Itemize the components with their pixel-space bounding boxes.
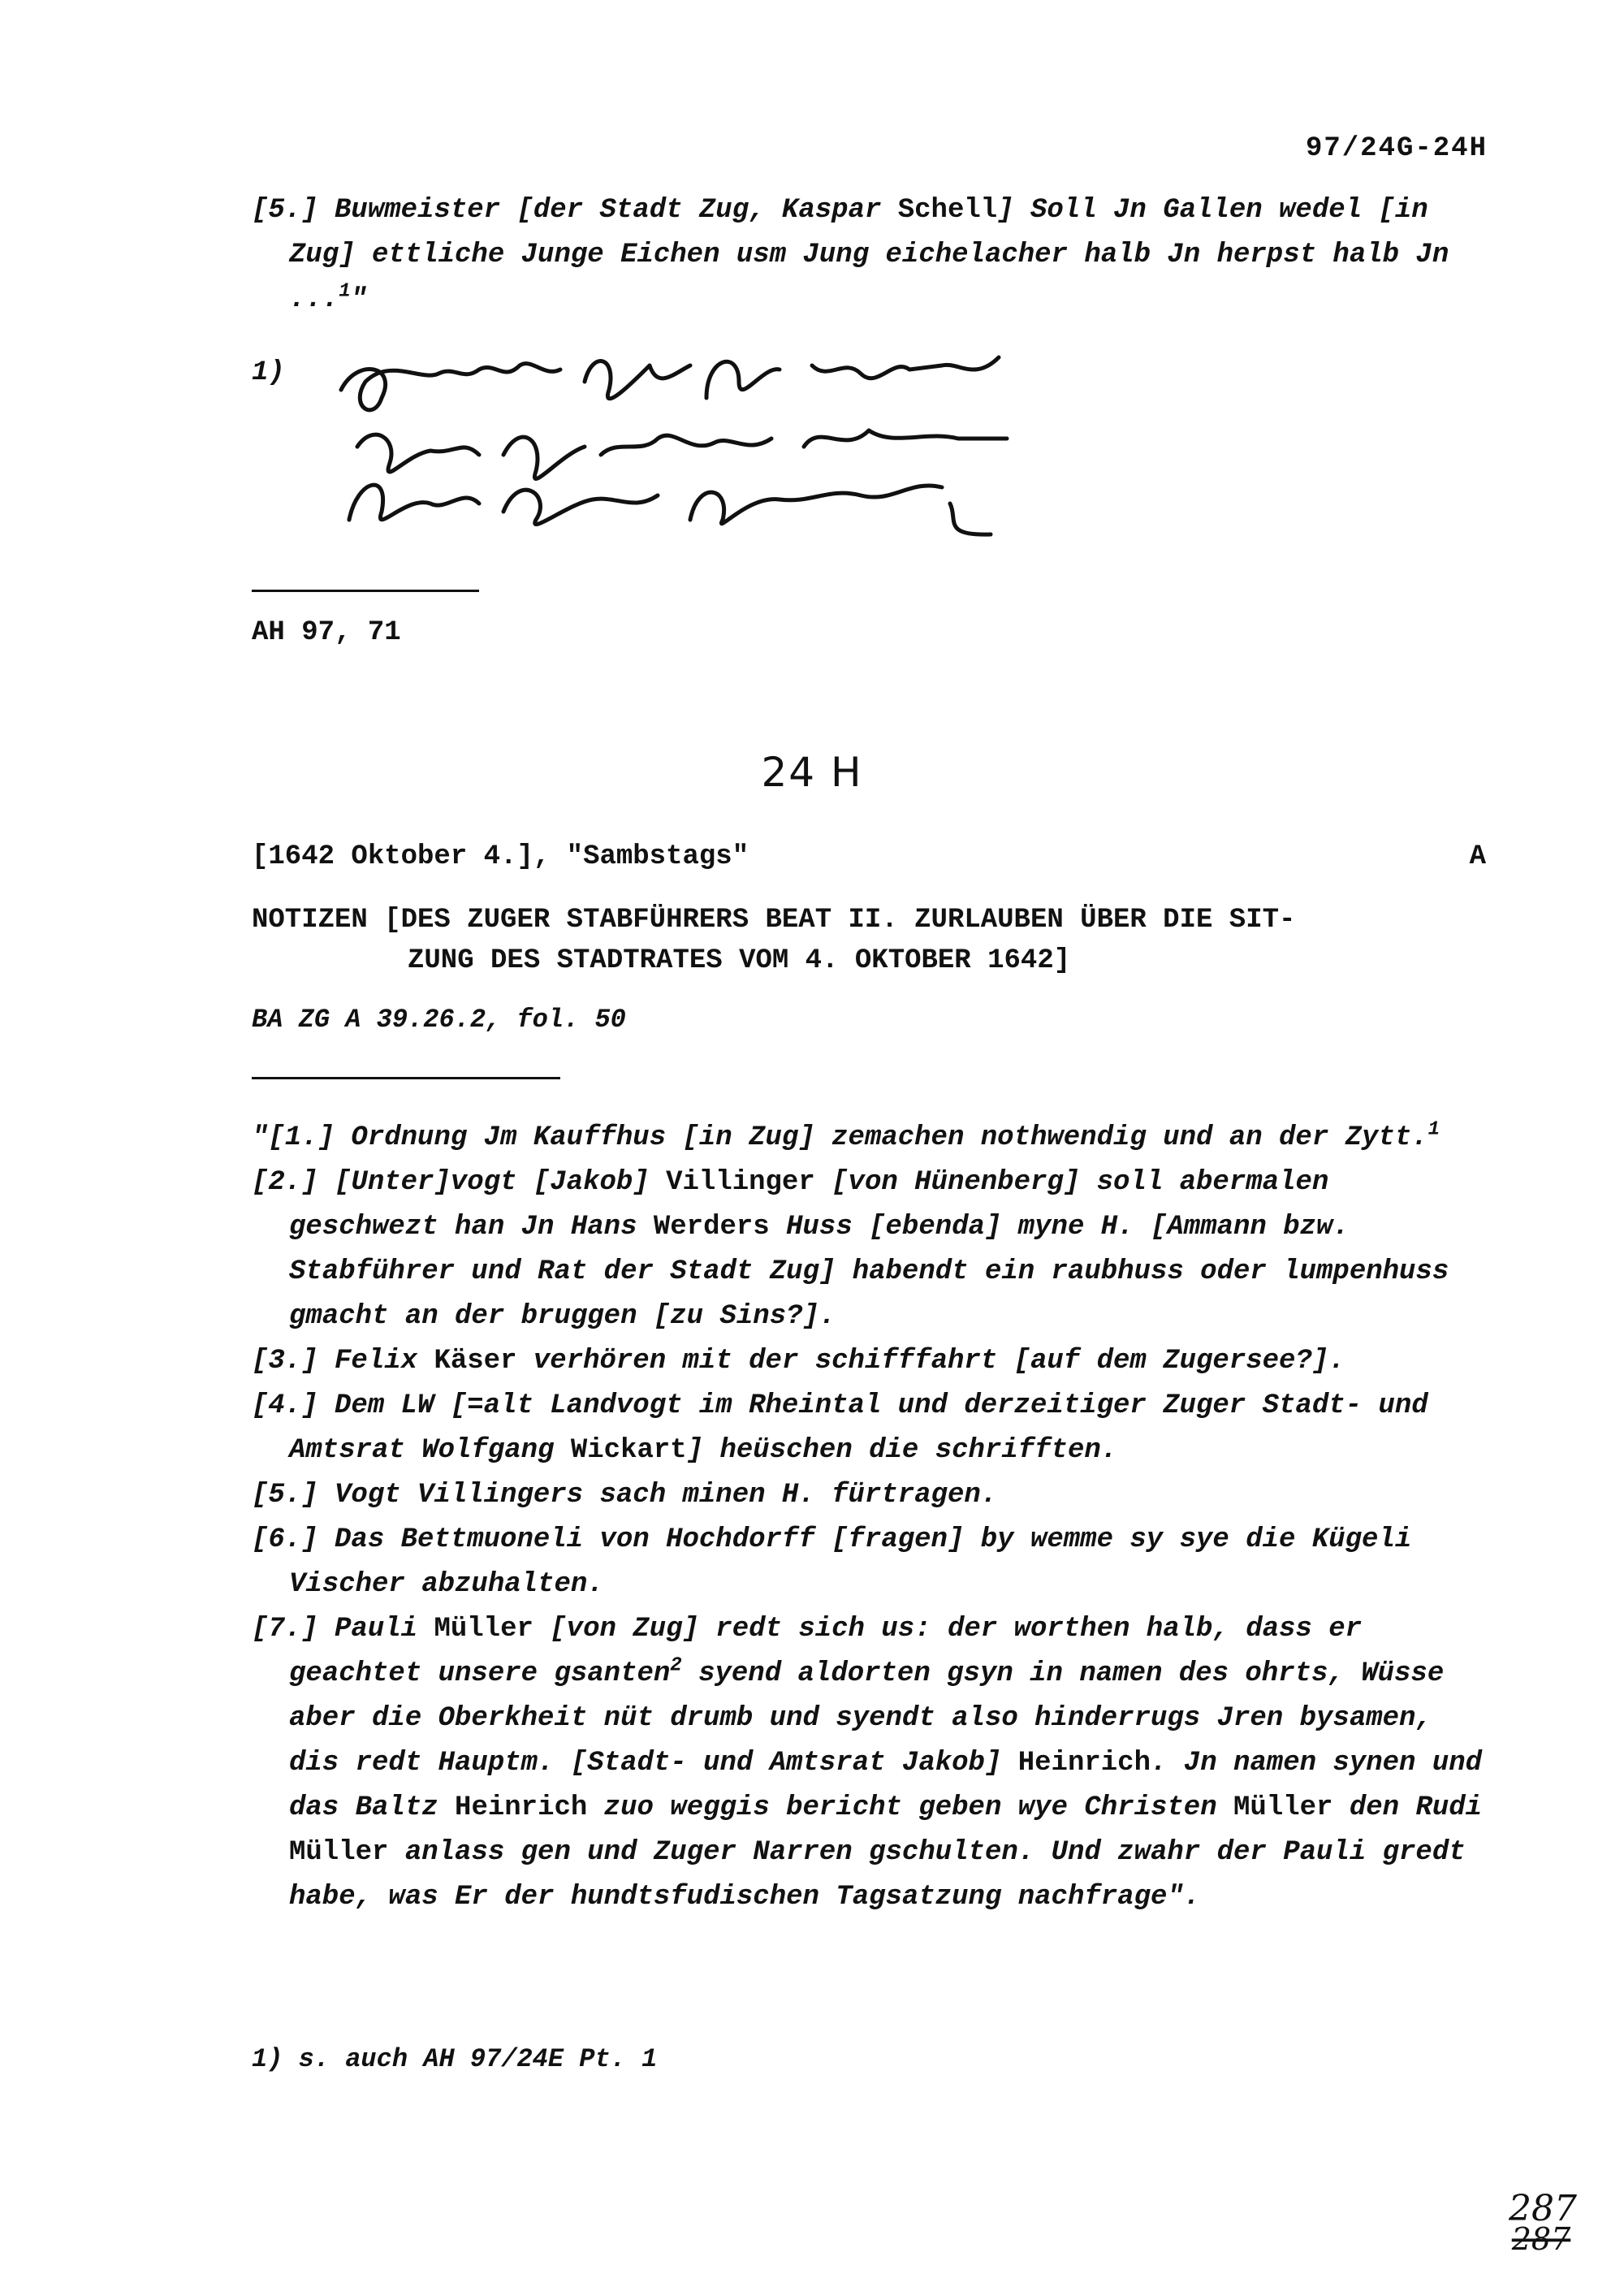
previous-entry (252, 188, 1494, 322)
previous-entry-footnote-ref: 1 (339, 280, 351, 303)
note-item (252, 1339, 1494, 1384)
note-text: [Unter]vogt [Jakob] (317, 1167, 667, 1198)
notes-list (252, 1116, 1494, 1920)
separator-rule (252, 590, 479, 592)
handwritten-page-number (1494, 2181, 1592, 2255)
note-item (252, 1518, 1494, 1607)
page-number-old: 287 (1511, 2221, 1571, 2255)
document-title-line1: NOTIZEN [DES ZUGER STABFÜHRERS BEAT II. ZURLAUBEN ÜBER DIE SIT- (252, 905, 1296, 936)
note-text: Ordnung Jm Kauffhus [in Zug] zemachen nothwendig und an der Zytt. (335, 1122, 1428, 1153)
note-item (252, 1116, 1494, 1161)
person-name: Werders (653, 1212, 770, 1243)
note-text: [von Zug] redt sich us: der worthen halb, dass er geachtet unsere gsanten (289, 1614, 1363, 1689)
copy-type: A (1469, 841, 1486, 872)
note-text: Dem LW [=alt Landvogt im Rheintal und derzeitiger Zuger Stadt- und Amtsrat Wolfgang (289, 1390, 1428, 1466)
footnote-ref: 1 (1427, 1118, 1440, 1141)
note-item (252, 1384, 1494, 1473)
previous-entry-quote: " (350, 284, 368, 315)
document-title (252, 900, 1486, 981)
note-number: [3.] (252, 1346, 318, 1377)
note-number: [5.] (252, 1480, 318, 1511)
person-name: Müller (434, 1614, 533, 1645)
note-text: syend aldorten gsyn in namen des ohrts, Wüsse aber die Oberkheit nüt drumb und syendt also hinderrugs Jren bysamen, dis redt Hauptm. [Stadt- und Amtsrat Jakob] (289, 1658, 1445, 1779)
separator-rule-2 (252, 1077, 560, 1079)
document-title-line2: ZUNG DES STADTRATES VOM 4. OKTOBER 1642] (408, 945, 1071, 976)
person-name: Wickart (570, 1435, 687, 1466)
previous-entry-text (252, 188, 1494, 322)
note-item (252, 1607, 1494, 1920)
note-item (252, 1473, 1494, 1518)
note-text: [von Hünenberg] soll abermalen geschwezt han Jn Hans (289, 1167, 1329, 1243)
note-text: . Jn namen synen und das Baltz (289, 1748, 1483, 1823)
person-name: Müller (1233, 1792, 1333, 1823)
handwritten-facsimile (325, 333, 1072, 544)
archive-reference: BA ZG A 39.26.2, fol. 50 (252, 1005, 626, 1035)
note-text: Felix (317, 1346, 434, 1377)
previous-entry-number: [5.] (252, 195, 318, 226)
note-text: zuo weggis bericht geben wye Christen (587, 1792, 1234, 1823)
note-text: Das Bettmuoneli von Hochdorff [fragen] by wemme sy sye die Kügeli Vischer abzuhalten. (289, 1524, 1412, 1600)
footnote: 1) s. auch AH 97/24E Pt. 1 (252, 2044, 658, 2074)
person-name: Heinrich (455, 1792, 588, 1823)
previous-entry-after: ] Soll Jn Gallen wedel [in Zug] ettliche Junge Eichen usm Jung eichelacher halb Jn herpst halb Jn ... (289, 195, 1449, 315)
date-line: [1642 Oktober 4.], "Sambstags" (252, 841, 749, 872)
note-number: [2.] (252, 1167, 318, 1198)
footnote-ref: 2 (670, 1654, 682, 1677)
note-text: anlass gen und Zuger Narren gschulten. Und zwahr der Pauli gredt habe, was Er der hundtsfudischen Tagsatzung nachfrage". (289, 1837, 1466, 1913)
previous-entry-before: Buwmeister [der Stadt Zug, Kaspar (335, 195, 898, 226)
note-number: [7.] (252, 1614, 318, 1645)
person-name: Villinger (666, 1167, 815, 1198)
note-text: Huss [ebenda] myne H. [Ammann bzw. Stabführer und Rat der Stadt Zug] habendt ein raubhuss oder lumpenhuss gmacht an der bruggen [zu Sins?]. (289, 1212, 1449, 1332)
note-number: "[1.] (252, 1122, 335, 1153)
note-text: Pauli (317, 1614, 434, 1645)
person-name: Heinrich (1017, 1748, 1151, 1779)
footnote-marker: 1) (252, 357, 285, 388)
person-name: Müller (289, 1837, 389, 1868)
previous-entry-name: Schell (897, 195, 998, 226)
page-number-text: 287 (1509, 2188, 1577, 2229)
note-text: ] heüschen die schrifften. (686, 1435, 1118, 1466)
note-number: [4.] (252, 1390, 318, 1421)
note-text: den Rudi (1332, 1792, 1483, 1823)
note-number: [6.] (252, 1524, 318, 1555)
page-reference: 97/24G-24H (1305, 133, 1488, 164)
note-text: verhören mit der schifffahrt [auf dem Zugersee?]. (516, 1346, 1345, 1377)
source-reference: AH 97, 71 (252, 617, 401, 648)
note-item (252, 1161, 1494, 1339)
note-text: Vogt Villingers sach minen H. fürtragen. (317, 1480, 998, 1511)
document-number: 24 H (761, 749, 863, 796)
person-name: Käser (434, 1346, 517, 1377)
